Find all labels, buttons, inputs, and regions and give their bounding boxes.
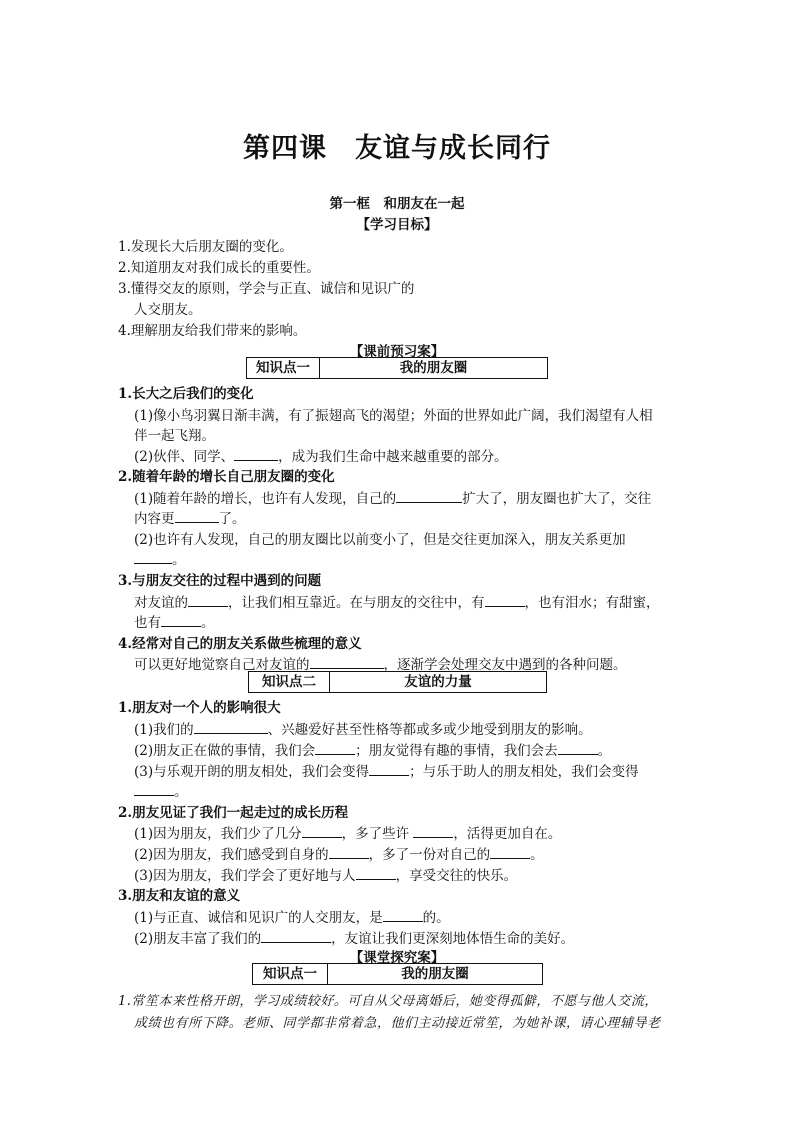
kp2-name: 友谊的力量 (404, 674, 472, 690)
goal-1: 1.发现长大后朋友圈的变化。 (118, 239, 293, 255)
knowledge-point-table-3 (252, 963, 543, 985)
blank[interactable] (134, 551, 172, 564)
goal-4: 4.理解朋友给我们带来的影响。 (118, 323, 307, 339)
section-t1-heading: 1.朋友对一个人的影响很大 (118, 700, 281, 716)
case-line-1: 1.常笙本来性格开朗，学习成绩较好。可自从父母离婚后，她变得孤僻，不愿与他人交流， (118, 994, 658, 1009)
s4-item-a: 可以更好地觉察自己对友谊的 ，逐渐学会处理交友中遇到的各种问题。 (134, 657, 627, 673)
goal-3: 3.懂得交友的原则，学会与正直、诚信和见识广的 (118, 281, 415, 297)
blank[interactable] (315, 742, 355, 755)
blank[interactable] (188, 594, 228, 607)
blank[interactable] (302, 825, 342, 838)
blank[interactable] (383, 909, 423, 922)
s1-item-b: (2)伙伴、同学、 ，成为我们生命中越来越重要的部分。 (134, 449, 508, 465)
blank[interactable] (485, 594, 525, 607)
blank[interactable] (396, 490, 462, 503)
blank[interactable] (161, 614, 201, 627)
t2-item-a: (1)因为朋友，我们少了几分 ，多了些许 ，活得更加自在。 (134, 826, 562, 842)
blank[interactable] (134, 783, 174, 796)
t1-item-b: (2)朋友正在做的事情，我们会 ；朋友觉得有趣的事情，我们会去 。 (134, 743, 612, 759)
blank[interactable] (329, 846, 369, 859)
blank[interactable] (234, 448, 278, 461)
goals-heading: 【学习目标】 (356, 217, 438, 233)
blank[interactable] (369, 763, 409, 776)
goal-3-cont: 人交朋友。 (134, 302, 202, 318)
kp3-label: 知识点一 (253, 964, 328, 984)
lesson-subtitle: 第一框 和朋友在一起 (329, 196, 465, 212)
goal-2: 2.知道朋友对我们成长的重要性。 (118, 260, 320, 276)
t1-item-c: (3)与乐观开朗的朋友相处，我们会变得 ；与乐于助人的朋友相处，我们会变得 (134, 764, 639, 780)
blank[interactable] (558, 742, 598, 755)
blank[interactable] (310, 656, 384, 669)
page-title: 第四课 友谊与成长同行 (243, 133, 551, 164)
section-t2-heading: 2.朋友见证了我们一起走过的成长历程 (118, 805, 349, 821)
section-t3-heading: 3.朋友和友谊的意义 (118, 888, 241, 904)
t1-item-c-cont: 。 (134, 780, 188, 800)
section-3-heading: 3.与朋友交往的过程中遇到的问题 (118, 573, 322, 589)
kp2-label: 知识点二 (249, 672, 330, 692)
knowledge-point-table-1 (246, 357, 548, 379)
blank[interactable] (490, 846, 530, 859)
s3-item-a: 对友谊的 ，让我们相互靠近。在与朋友的交往中，有 ，也有泪水；有甜蜜， (134, 595, 660, 611)
t3-item-b: (2)朋友丰富了我们的 ，友谊让我们更深刻地体悟生命的美好。 (134, 931, 575, 947)
s2-item-a-cont: 内容更 了。 (134, 511, 246, 527)
blank[interactable] (356, 867, 396, 880)
case-line-2: 成绩也有所下降。老师、同学都非常着急，他们主动接近常笙，为她补课，请心理辅导老 (134, 1016, 661, 1031)
t2-item-b: (2)因为朋友，我们感受到自身的 ，多了一份对自己的 。 (134, 847, 544, 863)
t3-item-a: (1)与正直、诚信和见识广的人交朋友，是 的。 (134, 910, 450, 926)
kp1-label: 知识点一 (247, 358, 320, 378)
blank[interactable] (194, 721, 268, 734)
t1-item-a: (1)我们的 、兴趣爱好甚至性格等都或多或少地受到朋友的影响。 (134, 722, 592, 738)
blank[interactable] (261, 930, 331, 943)
blank[interactable] (175, 510, 219, 523)
section-2-heading: 2.随着年龄的增长自己朋友圈的变化 (118, 469, 335, 485)
preview-heading: 【课前预习案】 (349, 344, 445, 360)
t2-item-c: (3)因为朋友，我们学会了更好地与人 ，享受交往的快乐。 (134, 868, 518, 884)
class-heading: 【课堂探究案】 (349, 950, 445, 966)
s1-item-a-cont: 伴一起飞翔。 (134, 428, 215, 444)
section-4-heading: 4.经常对自己的朋友关系做些梳理的意义 (118, 636, 362, 652)
s2-item-b-cont: 。 (134, 548, 186, 568)
s3-item-a-cont: 也有 。 (134, 615, 215, 631)
knowledge-point-table-2 (248, 671, 547, 693)
blank[interactable] (413, 825, 453, 838)
kp1-name: 我的朋友圈 (399, 360, 468, 376)
s2-item-a: (1)随着年龄的增长，也许有人发现，自己的 扩大了，朋友圈也扩大了，交往 (134, 491, 652, 507)
section-1-heading: 1.长大之后我们的变化 (118, 386, 254, 402)
s2-item-b: (2)也许有人发现，自己的朋友圈比以前变小了，但是交往更加深入，朋友关系更加 (134, 532, 626, 548)
s1-item-a: (1)像小鸟羽翼日渐丰满，有了振翅高飞的渴望；外面的世界如此广阔，我们渴望有人相 (134, 408, 653, 424)
kp3-name: 我的朋友圈 (401, 966, 469, 982)
